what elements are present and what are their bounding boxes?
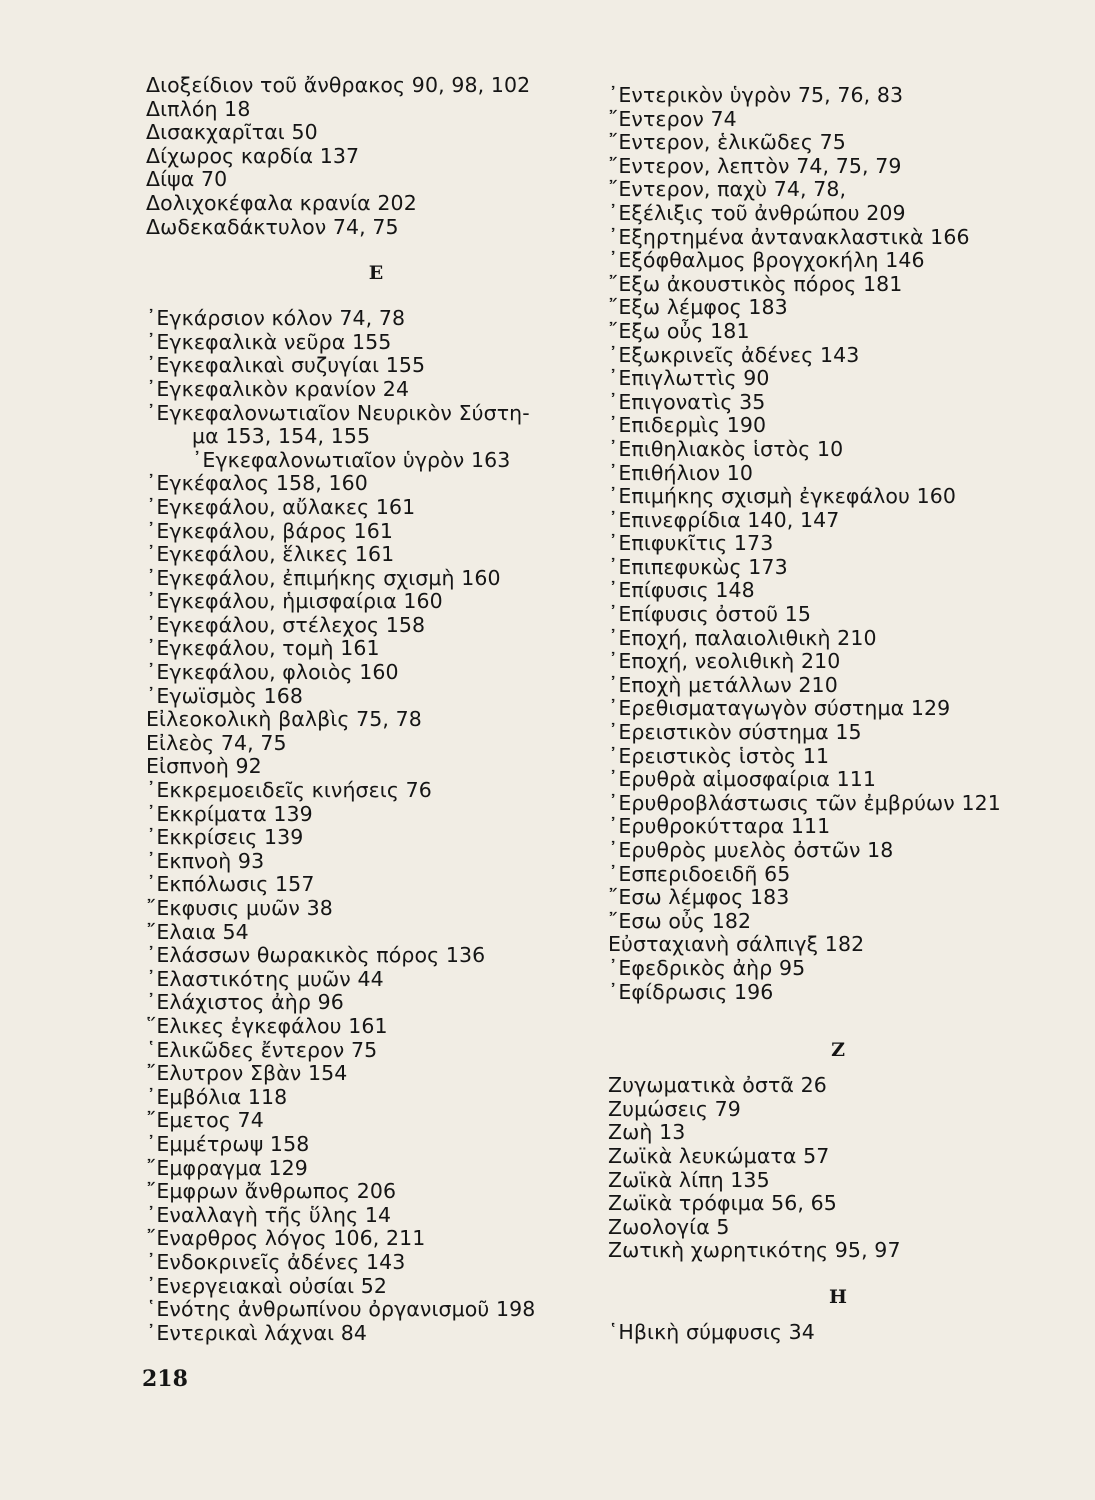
index-entry: ᾿Επιθήλιον 10 bbox=[608, 460, 753, 485]
index-entry: ᾿Εποχή, παλαιολιθικὴ 210 bbox=[608, 625, 877, 650]
index-entry: ῎Εξω ἀκουστικὸς πόρος 181 bbox=[608, 271, 903, 296]
index-entry: ῾Ηβικὴ σύμφυσις 34 bbox=[608, 1319, 815, 1344]
index-entry: ῎Εμετος 74 bbox=[146, 1108, 264, 1133]
index-block bbox=[146, 74, 606, 239]
index-entry: ᾿Επίφυσις 148 bbox=[608, 578, 755, 603]
index-entry: ῎Εσω οὖς 182 bbox=[608, 908, 752, 933]
index-entry: ᾿Εμμέτρωψ 158 bbox=[146, 1131, 310, 1156]
index-entry: Ζωολογία 5 bbox=[608, 1214, 730, 1239]
index-entry: Δίψα 70 bbox=[146, 167, 228, 192]
index-entry: ᾿Ενεργειακαὶ οὐσίαι 52 bbox=[146, 1273, 388, 1298]
index-entry: ᾿Εγκεφάλου, φλοιὸς 160 bbox=[146, 660, 399, 685]
index-entry: ᾿Επιγλωττὶς 90 bbox=[608, 366, 770, 391]
index-entry: Ζωτικὴ χωρητικότης 95, 97 bbox=[608, 1238, 901, 1263]
index-entry: ᾿Επιμήκης σχισμὴ ἐγκεφάλου 160 bbox=[608, 484, 957, 509]
index-entry: ῎Εμφραγμα 129 bbox=[146, 1155, 308, 1180]
index-entry: ᾿Εποχή, νεολιθικὴ 210 bbox=[608, 649, 841, 674]
index-entry: ᾿Εγωϊσμὸς 168 bbox=[146, 683, 303, 708]
section-letter-h: Η bbox=[829, 1285, 847, 1308]
index-block bbox=[608, 1321, 1068, 1345]
index-entry: ᾿Ελάχιστος ἀὴρ 96 bbox=[146, 990, 344, 1015]
index-entry: Δίχωρος καρδία 137 bbox=[146, 143, 360, 168]
index-entry: ῎Εντερον, ἑλικῶδες 75 bbox=[608, 130, 846, 155]
index-entry: ᾿Επιγονατὶς 35 bbox=[608, 389, 766, 414]
index-entry: ῎Εξω λέμφος 183 bbox=[608, 295, 788, 320]
index-entry: ᾿Ερεθισματαγωγὸν σύστημα 129 bbox=[608, 696, 951, 721]
index-entry: ᾿Ερειστικὸν σύστημα 15 bbox=[608, 720, 862, 745]
index-entry: ᾿Εγκεφαλονωτιαῖον Νευρικὸν Σύστη- bbox=[146, 400, 530, 425]
index-entry: ᾿Εκπνοὴ 93 bbox=[146, 848, 265, 873]
index-column-right bbox=[608, 84, 1068, 1345]
index-entry: Εἰλεοκολικὴ βαλβὶς 75, 78 bbox=[146, 707, 422, 732]
index-entry: Εὐσταχιανὴ σάλπιγξ 182 bbox=[608, 932, 865, 957]
index-entry: ᾿Εξηρτημένα ἀντανακλαστικὰ 166 bbox=[608, 224, 970, 249]
index-block bbox=[608, 1074, 1068, 1263]
index-entry: ᾿Ελαστικότης μυῶν 44 bbox=[146, 966, 384, 991]
index-entry: ῎Ελυτρον Σβὰν 154 bbox=[146, 1061, 348, 1086]
index-entry: ῎Εξω οὖς 181 bbox=[608, 318, 750, 343]
index-entry: ᾿Εγκεφαλικαὶ συζυγίαι 155 bbox=[146, 353, 426, 378]
index-entry: ᾿Ερυθροκύτταρα 111 bbox=[608, 814, 831, 839]
index-entry: ᾿Εξωκρινεῖς ἀδένες 143 bbox=[608, 342, 860, 367]
index-entry: ᾿Επιπεφυκὼς 173 bbox=[608, 554, 788, 579]
index-entry: ᾿Επιδερμὶς 190 bbox=[608, 413, 767, 438]
index-entry: ᾿Εντερικαὶ λάχναι 84 bbox=[146, 1320, 368, 1345]
index-entry: Δολιχοκέφαλα κρανία 202 bbox=[146, 190, 417, 215]
index-entry: ᾿Επιθηλιακὸς ἱστὸς 10 bbox=[608, 436, 844, 461]
index-entry: ᾿Εγκέφαλος 158, 160 bbox=[146, 471, 368, 496]
index-entry: ᾿Εποχὴ μετάλλων 210 bbox=[608, 672, 838, 697]
index-entry: Εἰλεὸς 74, 75 bbox=[146, 730, 287, 755]
index-block bbox=[608, 84, 1068, 1004]
index-entry: ᾿Εσπεριδοειδῆ 65 bbox=[608, 861, 791, 886]
index-entry: ᾿Εγκάρσιον κόλον 74, 78 bbox=[146, 306, 406, 331]
index-entry: Ζωὴ 13 bbox=[608, 1120, 686, 1145]
index-entry: Ζυμώσεις 79 bbox=[608, 1096, 741, 1121]
index-entry: ᾿Εμβόλια 118 bbox=[146, 1084, 288, 1109]
index-entry: ᾿Επινεφρίδια 140, 147 bbox=[608, 507, 840, 532]
section-letter-z: Ζ bbox=[831, 1039, 845, 1062]
section-letter-e: Ε bbox=[368, 262, 384, 285]
index-entry: Δωδεκαδάκτυλον 74, 75 bbox=[146, 214, 399, 239]
index-block bbox=[146, 307, 606, 1345]
index-entry: ᾿Εγκεφαλικὸν κρανίον 24 bbox=[146, 376, 410, 401]
index-entry: ᾿Εκκρεμοειδεῖς κινήσεις 76 bbox=[146, 778, 432, 803]
page-number: 218 bbox=[142, 1366, 188, 1392]
index-entry: ᾿Εγκεφάλου, ἡμισφαίρια 160 bbox=[146, 589, 443, 614]
index-entry: ᾿Επίφυσις ὀστοῦ 15 bbox=[608, 602, 812, 627]
index-entry: ῞Ελικες ἐγκεφάλου 161 bbox=[146, 1013, 388, 1038]
index-entry: ῎Εντερον, παχὺ 74, 78, bbox=[608, 177, 847, 202]
index-entry: ᾿Εγκεφάλου, τομὴ 161 bbox=[146, 636, 380, 661]
index-entry: Δισακχαρῖται 50 bbox=[146, 120, 318, 145]
index-entry: ᾿Εντερικὸν ὑγρὸν 75, 76, 83 bbox=[608, 83, 904, 107]
index-entry: ῎Εντερον 74 bbox=[608, 106, 737, 131]
index-entry: ᾿Εκπόλωσις 157 bbox=[146, 872, 315, 897]
index-entry: ᾿Εφίδρωσις 196 bbox=[608, 979, 774, 1004]
index-entry: ᾿Ενδοκρινεῖς ἀδένες 143 bbox=[146, 1249, 406, 1274]
index-entry: ῾Ελικῶδες ἔντερον 75 bbox=[146, 1037, 378, 1062]
index-entry: μα 153, 154, 155 bbox=[192, 424, 371, 449]
index-entry: ᾿Ερυθρὸς μυελὸς ὀστῶν 18 bbox=[608, 838, 894, 862]
index-entry: ᾿Εγκεφάλου, βάρος 161 bbox=[146, 518, 394, 543]
index-entry: ᾿Εξόφθαλμος βρογχοκήλη 146 bbox=[608, 248, 925, 273]
index-entry: ᾿Εξέλιξις τοῦ ἀνθρώπου 209 bbox=[608, 200, 906, 225]
index-entry: ῎Εμφρων ἄνθρωπος 206 bbox=[146, 1179, 397, 1204]
index-entry: ᾿Εφεδρικὸς ἀὴρ 95 bbox=[608, 955, 806, 980]
index-entry: ῎Εκφυσις μυῶν 38 bbox=[146, 896, 333, 920]
index-entry: ᾿Εγκεφαλονωτιαῖον ὑγρὸν 163 bbox=[192, 447, 511, 472]
index-entry: ᾿Ελάσσων θωρακικὸς πόρος 136 bbox=[146, 943, 486, 968]
index-entry: ᾿Εγκεφάλου, ἐπιμήκης σχισμὴ 160 bbox=[146, 565, 501, 590]
index-entry: Διπλόη 18 bbox=[146, 96, 251, 121]
index-entry: ᾿Εκκρίσεις 139 bbox=[146, 825, 304, 850]
index-entry: Διοξείδιον τοῦ ἄνθρακος 90, 98, 102 bbox=[146, 73, 531, 97]
index-entry: ῎Εσω λέμφος 183 bbox=[608, 885, 790, 910]
index-entry: Ζωϊκὰ λίπη 135 bbox=[608, 1167, 770, 1192]
index-entry: ᾿Ερυθροβλάστωσις τῶν ἐμβρύων 121 bbox=[608, 790, 1001, 815]
index-entry: ῎Εναρθρος λόγος 106, 211 bbox=[146, 1226, 426, 1251]
index-entry: ᾿Εγκεφάλου, αὔλακες 161 bbox=[146, 494, 416, 519]
index-entry: ᾿Επιφυκῖτις 173 bbox=[608, 531, 774, 556]
index-entry: ῾Ενότης ἀνθρωπίνου ὀργανισμοῦ 198 bbox=[146, 1297, 536, 1322]
index-entry: ᾿Ερυθρὰ αἱμοσφαίρια 111 bbox=[608, 767, 877, 792]
index-entry: Ζωϊκὰ λευκώματα 57 bbox=[608, 1143, 830, 1168]
index-entry: ᾿Εγκεφάλου, ἕλικες 161 bbox=[146, 542, 395, 567]
index-entry: Εἰσπνοὴ 92 bbox=[146, 754, 262, 779]
index-column-left bbox=[146, 74, 606, 1345]
index-entry: ῎Εντερον, λεπτὸν 74, 75, 79 bbox=[608, 153, 902, 178]
index-entry: ᾿Εγκεφαλικὰ νεῦρα 155 bbox=[146, 329, 392, 354]
index-entry: ᾿Εγκεφάλου, στέλεχος 158 bbox=[146, 612, 426, 637]
index-entry: ᾿Εναλλαγὴ τῆς ὕλης 14 bbox=[146, 1202, 392, 1227]
index-entry: Ζυγωματικὰ ὀστᾶ 26 bbox=[608, 1073, 827, 1098]
index-entry: ᾿Ερειστικὸς ἱστὸς 11 bbox=[608, 743, 830, 768]
index-entry: Ζωϊκὰ τρόφιμα 56, 65 bbox=[608, 1191, 837, 1216]
index-entry: ῎Ελαια 54 bbox=[146, 919, 249, 944]
index-entry: ᾿Εκκρίματα 139 bbox=[146, 801, 313, 826]
